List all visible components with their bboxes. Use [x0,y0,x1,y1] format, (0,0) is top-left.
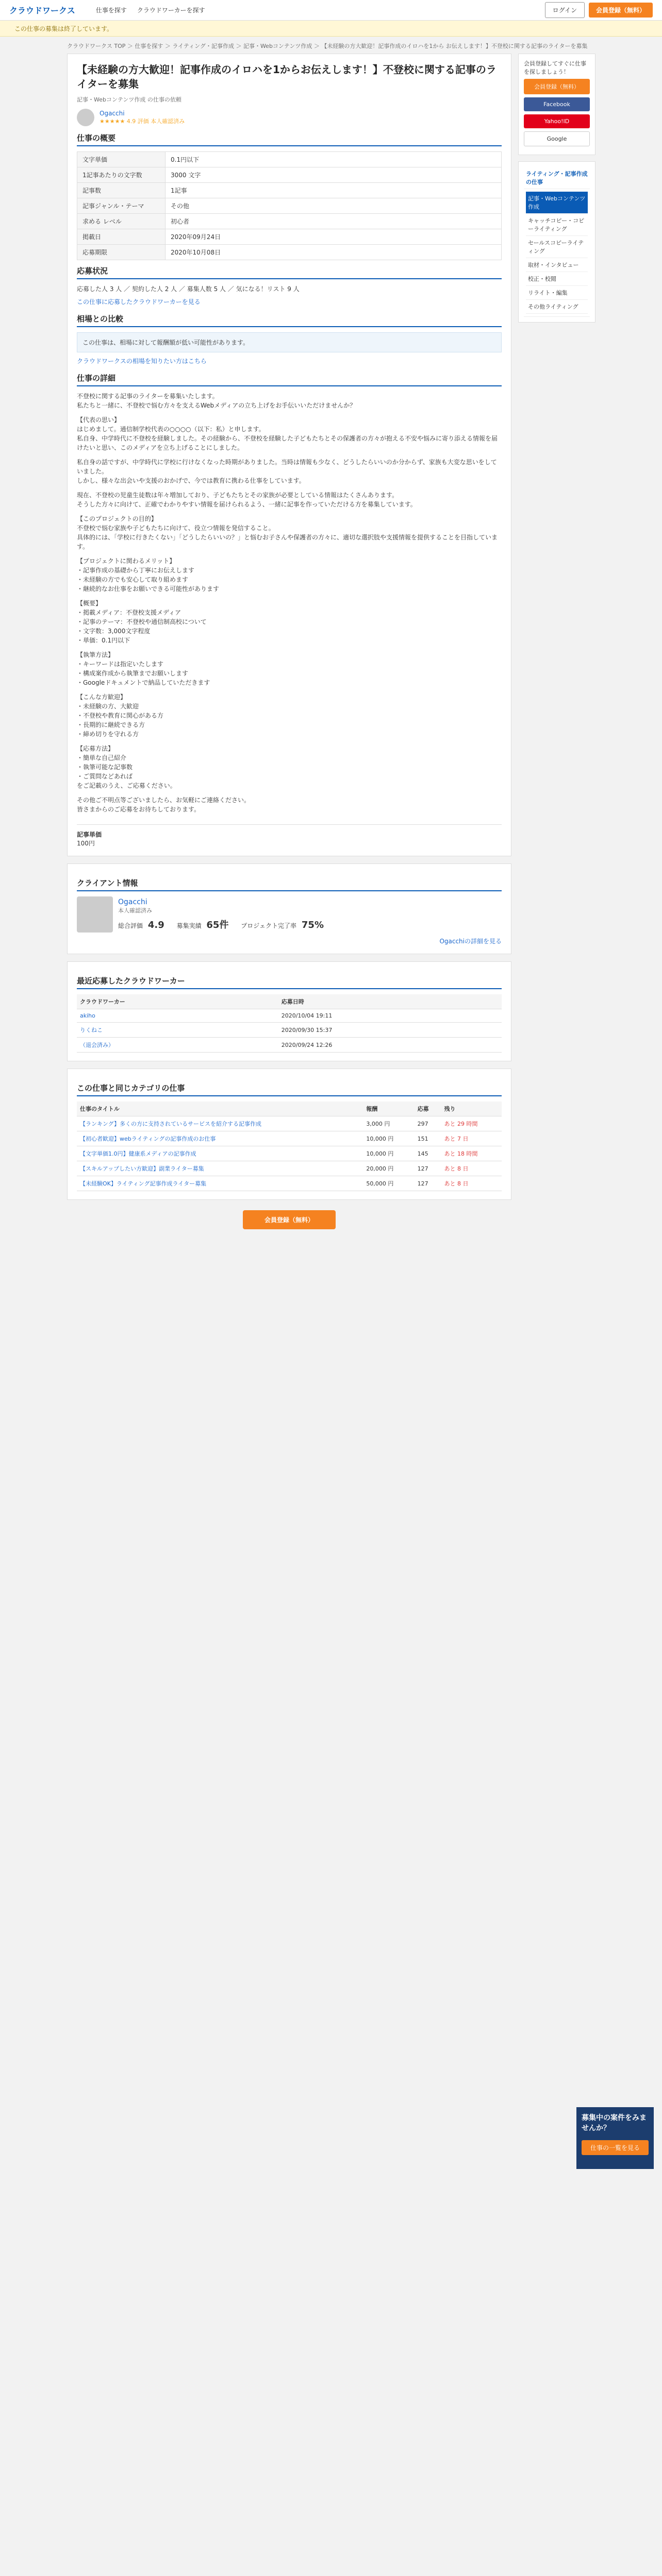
category-list [518,161,595,323]
table-row [77,1176,502,1191]
table-row [77,1161,502,1176]
detail-paragraph: 【概要】 ・掲載メディア：不登校支援メディア ・記事のテーマ：不登校や通信制高校について ・文字数：3,000文字程度 ・単価：0.1円以下 [77,600,207,644]
overview-value: 初心者 [166,214,502,229]
job-category: 記事・Webコンテンツ作成 の仕事の依頼 [77,96,181,103]
related-col-title: 仕事のタイトル [77,1101,363,1116]
detail-paragraph: その他ご不明点等ございましたら、お気軽にご連絡ください。 皆さまからのご応募をお待ちしております。 [77,796,251,813]
side-signup-button[interactable]: 会員登録（無料） [524,79,590,94]
overview-key: 掲載日 [77,229,166,245]
overview-key: 記事数 [77,183,166,198]
table-row [77,1023,502,1038]
related-num: 127 [415,1161,441,1176]
detail-paragraph: 現在、不登校の児童生徒数は年々増加しており、子どもたちとその家族が必要としている情報はたくさんあります。 そうした方々に向けて、正確でわかりやすい情報を届けられるよう、一緒に記事を作っていただける方を募集しています。 [77,492,417,508]
rating-label: 総合評価 [118,922,143,929]
related-remaining: あと 18 時間 [441,1146,502,1161]
recent-heading: 最近応募したクラウドワーカー [77,975,502,989]
login-button[interactable]: ログイン [545,2,585,18]
avatar [77,109,94,126]
related-pay: 10,000 円 [363,1131,414,1146]
top-navigation [0,0,662,21]
sidebar [518,54,595,329]
client-stats [118,918,324,931]
yahoo-login-button[interactable]: Yahoo!ID [524,114,590,128]
recent-table [77,994,502,1053]
detail-body [77,392,502,814]
overview-table [77,151,502,260]
job-title: 【未経験の方大歓迎！記事作成のイロハを1からお伝えします！】不登校に関する記事のライターを募集 [77,63,496,90]
rate-label: プロジェクト完了率 [241,922,297,929]
sidebar-category-item[interactable]: キャッチコピー・コピーライティング [526,214,588,236]
worker-link[interactable]: （退会済み） [80,1042,114,1048]
worker-link[interactable]: りくねこ [80,1027,103,1033]
overview-value: 2020年10月08日 [166,245,502,260]
fee-label: 記事単価 [77,831,102,838]
related-remaining: あと 29 時間 [441,1116,502,1131]
client-card-name[interactable]: Ogacchi [118,898,147,906]
client-card [67,863,511,954]
related-table [77,1101,502,1191]
related-num: 127 [415,1176,441,1191]
detail-paragraph: 【こんな方歓迎】 ・未経験の方、大歓迎 ・不登校や教育に関心がある方 ・長期的に継続できる方 ・締め切りを守れる方 [77,693,164,738]
overview-value: 1記事 [166,183,502,198]
client-avatar [77,896,113,933]
related-job-link[interactable]: 【初心者歓迎】webライティングの記事作成のお仕事 [80,1136,216,1142]
market-heading: 相場との比較 [77,313,502,327]
overview-row [77,245,502,260]
related-job-link[interactable]: 【ランキング】多くの方に支持されているサービスを紹介する記事作成 [80,1121,261,1127]
related-pay: 3,000 円 [363,1116,414,1131]
signup-button[interactable]: 会員登録（無料） [589,3,653,18]
related-job-link[interactable]: 【スキルアップしたい方歓迎】副業ライター募集 [80,1165,204,1172]
related-num: 151 [415,1131,441,1146]
applicants-heading: 応募状況 [77,265,502,279]
related-jobs-card [67,1069,511,1200]
related-col-rem: 残り [441,1101,502,1116]
table-row [77,1116,502,1131]
applied-date: 2020/10/04 19:11 [278,1009,502,1023]
detail-paragraph: 【応募方法】 ・簡単な自己紹介 ・執筆可能な記事数 ・ご質問などあれば をご記載のうえ、ご応募ください。 [77,745,176,789]
overview-value: 3000 文字 [166,167,502,183]
fee-value: 100円 [77,840,95,847]
detail-paragraph: 【このプロジェクトの目的】 不登校で悩む家族や子どもたちに向けて、役立つ情報を発信すること。 具体的には、「学校に行きたくない」「どうしたらいいの？」と悩むお子さんや保護者の方々に、適切な選択肢や支援情報を提供することを目指しています。 [77,515,498,550]
sidebar-category-item[interactable]: その他ライティング [526,300,588,314]
client-name[interactable]: Ogacchi [100,110,125,117]
client-meta: ★★★★★ 4.9 評価 本人確認済み [100,118,185,125]
floating-ad[interactable] [576,2107,654,2169]
applied-date: 2020/09/24 12:26 [278,1038,502,1053]
client-heading: クライアント情報 [77,877,502,891]
ad-button[interactable]: 仕事の一覧を見る [582,2140,649,2155]
related-num: 297 [415,1116,441,1131]
related-col-num: 応募 [415,1101,441,1116]
sidebar-category-item[interactable]: リライト・編集 [526,286,588,300]
table-row [77,1146,502,1161]
overview-key: 1記事あたりの文字数 [77,167,166,183]
rating-value: 4.9 [147,920,164,930]
client-profile [77,896,502,933]
table-row [77,1131,502,1146]
site-logo[interactable]: クラウドワークス [9,6,75,15]
signup-box [518,54,595,155]
ad-title: 募集中の案件をみませんか？ [582,2114,647,2132]
overview-heading: 仕事の概要 [77,132,502,146]
category-heading: ライティング・記事作成の仕事 [524,167,590,189]
client-detail-link[interactable]: Ogacchiの詳細を見る [439,938,502,945]
overview-row [77,152,502,167]
sidebar-category-item[interactable]: 校正・校閲 [526,272,588,286]
related-heading: この仕事と同じカテゴリの仕事 [77,1082,502,1096]
overview-key: 応募期限 [77,245,166,260]
fee-section [77,824,502,848]
overview-row [77,183,502,198]
sidebar-category-item[interactable]: 取材・インタビュー [526,258,588,272]
detail-paragraph: 私自身の話ですが、中学時代に学校に行けなくなった時期がありました。当時は情報も少なく、どうしたらいいのか分からず、家族も大変な思いをしていました。 しかし、様々な出会いや支援のおかげで、今では教育に携わる仕事をしています。 [77,459,497,484]
overview-key: 記事ジャンル・テーマ [77,198,166,214]
related-remaining: あと 8 日 [441,1161,502,1176]
recent-applicants-card [67,961,511,1061]
closed-alert: この仕事の募集は終了しています。 [0,21,662,37]
recent-col-date: 応募日時 [278,994,502,1009]
detail-heading: 仕事の詳細 [77,372,502,386]
overview-row [77,214,502,229]
applied-date: 2020/09/30 15:37 [278,1023,502,1038]
detail-paragraph: 【執筆方法】 ・キーワードは指定いたします ・構成案作成から執筆までお願いします ・Googleドキュメントで納品していただきます [77,651,210,686]
overview-row [77,229,502,245]
nav-find-jobs[interactable]: 仕事を探す [95,7,127,14]
detail-paragraph: 【プロジェクトに関わるメリット】 ・記事作成の基礎から丁寧にお伝えします ・未経験の方でも安心して取り組めます ・継続的なお仕事をお願いできる可能性があります [77,557,220,592]
overview-key: 文字単価 [77,152,166,167]
applicants-link[interactable]: この仕事に応募したクラウドワーカーを見る [77,298,201,306]
related-pay: 50,000 円 [363,1176,414,1191]
overview-row [77,198,502,214]
signup-text: 会員登録してすぐに仕事を探しましょう！ [524,60,586,75]
worker-link[interactable]: akiho [80,1012,95,1019]
breadcrumb[interactable]: クラウドワークス TOP ＞ 仕事を探す ＞ ライティング・記事作成 ＞ 記事・Webコンテンツ作成 ＞ 【未経験の方大歓迎！記事作成のイロハを1から お伝えします！】不登校に関する記事のライターを募集 [67,43,588,49]
nav-find-workers[interactable]: クラウドワーカーを探す [137,7,205,14]
overview-key: 求める レベル [77,214,166,229]
job-card [67,54,511,856]
rate-value: 75% [301,920,324,930]
jobs-value: 65件 [206,920,229,930]
overview-value: その他 [166,198,502,214]
sidebar-category-item[interactable]: 記事・Webコンテンツ作成 [526,192,588,214]
related-num: 145 [415,1146,441,1161]
table-row [77,1009,502,1023]
table-row [77,1038,502,1053]
related-pay: 10,000 円 [363,1146,414,1161]
related-col-pay: 報酬 [363,1101,414,1116]
related-pay: 20,000 円 [363,1161,414,1176]
google-login-button[interactable]: Google [524,131,590,146]
overview-row [77,167,502,183]
related-remaining: あと 8 日 [441,1176,502,1191]
market-note: この仕事は、相場に対して報酬額が低い可能性があります。 [77,332,502,352]
overview-value: 0.1円以下 [166,152,502,167]
detail-paragraph: 【代表の思い】 はじめまして。通信制学校代表の○○○○（以下：私）と申します。 私自身、中学時代に不登校を経験しました。その経験から、不登校を経験した子どもたちとその保護者の方々が抱える不安や悩みに寄り添える情報を届けたいと思い、このメディアを立ち上げることにしました。 [77,416,498,451]
related-job-link[interactable]: 【未経験OK】ライティング記事作成ライター募集 [80,1180,207,1187]
main-content [67,54,511,1240]
market-link[interactable]: クラウドワークスの相場を知りたい方はこちら [77,358,207,365]
jobs-label: 募集実績 [176,922,202,929]
sidebar-category-item[interactable]: セールスコピーライティング [526,236,588,258]
overview-value: 2020年09月24日 [166,229,502,245]
facebook-login-button[interactable]: Facebook [524,97,590,111]
client-card-meta: 本人確認済み [118,907,152,914]
related-remaining: あと 7 日 [441,1131,502,1146]
detail-paragraph: 不登校に関する記事のライターを募集いたします。 私たちと一緒に、不登校で悩む方々を支えるWebメディアの立ち上げをお手伝いいただけませんか？ [77,393,356,409]
applicants-stats: 応募した人 3 人 ／ 契約した人 2 人 ／ 募集人数 5 人 ／ 気になる！リスト 9 人 [77,285,300,293]
related-job-link[interactable]: 【文字単価1.0円】健康系メディアの記事作成 [80,1150,196,1157]
client-summary [77,109,502,126]
bottom-signup-button[interactable]: 会員登録（無料） [243,1210,336,1229]
recent-col-worker: クラウドワーカー [77,994,278,1009]
